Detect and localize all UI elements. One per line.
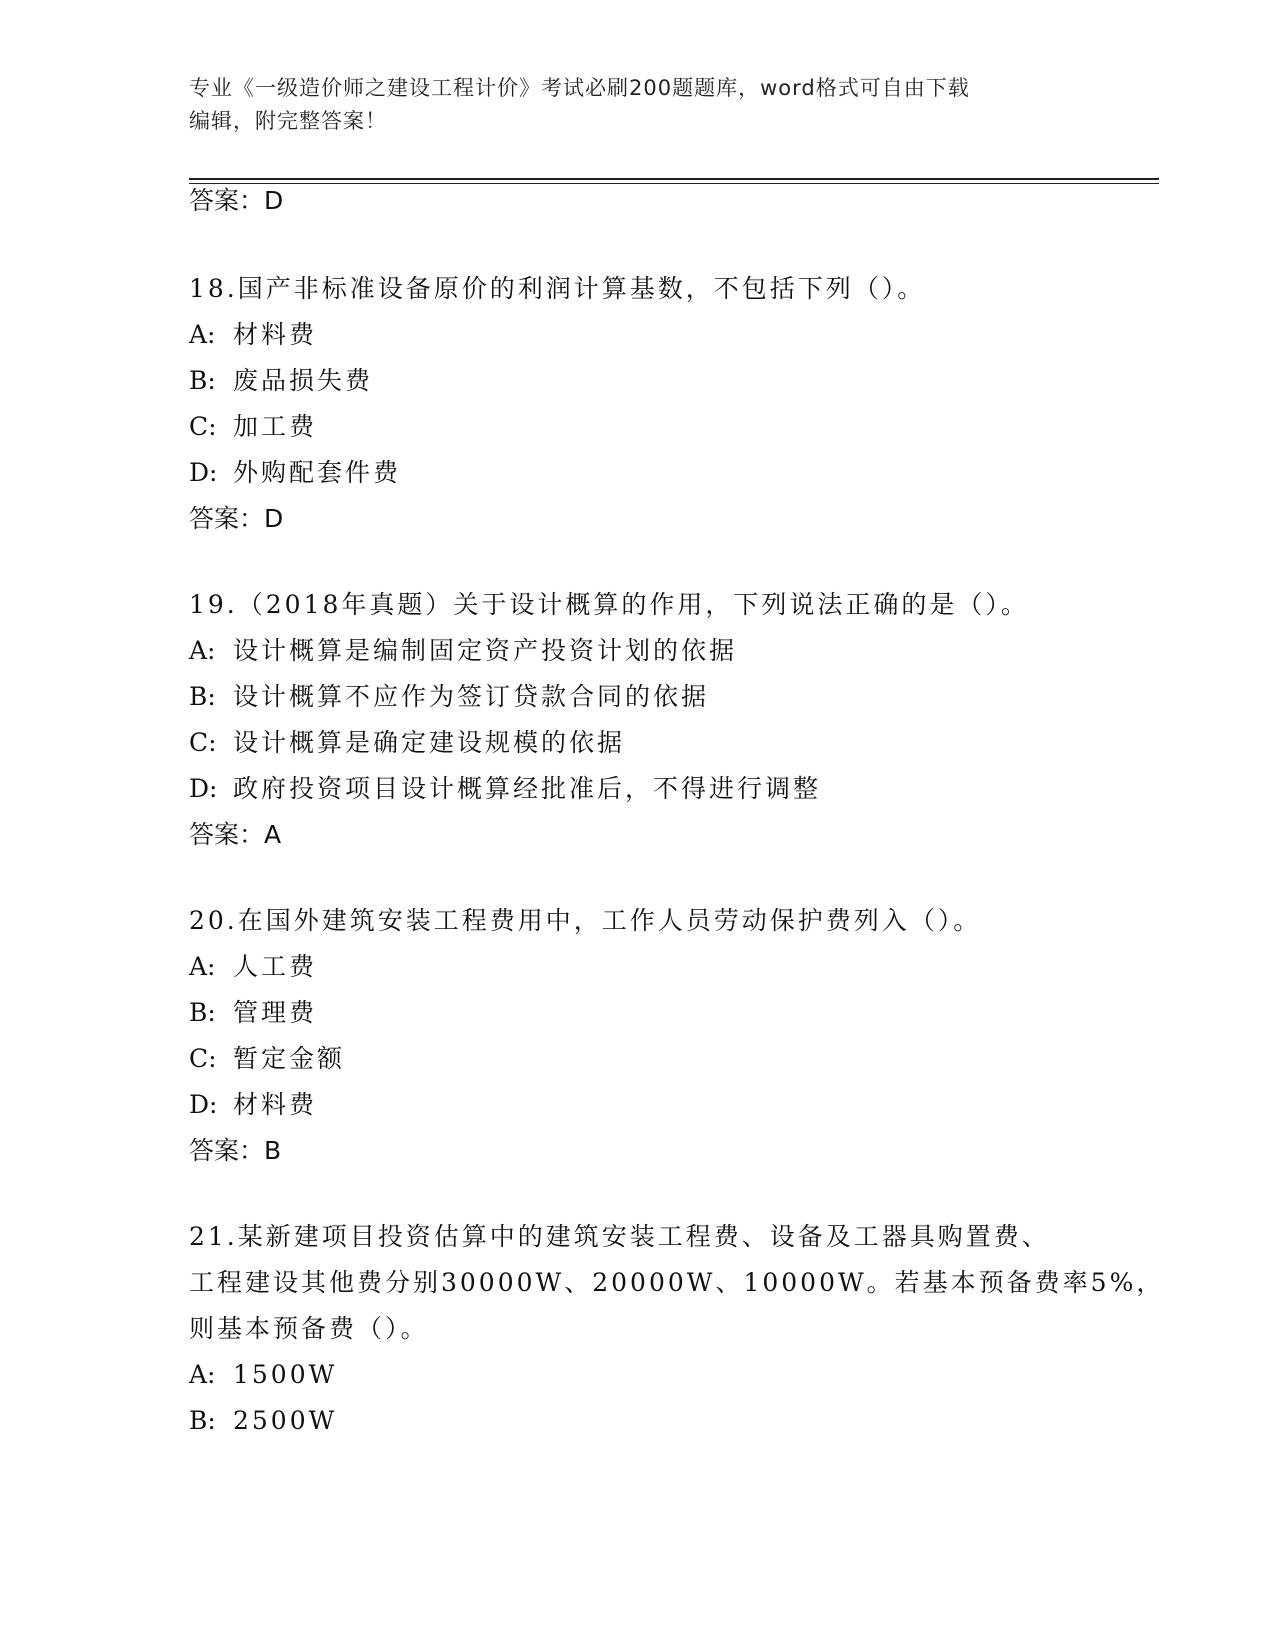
- option-a: [189, 944, 1149, 990]
- option-d: [189, 450, 1149, 496]
- question-stem-line-1: 21.某新建项目投资估算中的建筑安装工程费、设备及工器具购置费、: [189, 1222, 1050, 1251]
- question-18: [189, 266, 1149, 496]
- option-text: 2500W: [233, 1406, 338, 1435]
- option-a: [189, 312, 1149, 358]
- answer-previous: 答案：D: [189, 186, 284, 215]
- question-stem: 18.国产非标准设备原价的利润计算基数，不包括下列（）。: [189, 274, 926, 303]
- option-key: D:: [189, 774, 218, 803]
- question-19: [189, 582, 1149, 812]
- option-text: 政府投资项目设计概算经批准后，不得进行调整: [233, 774, 822, 803]
- option-text: 设计概算是编制固定资产投资计划的依据: [233, 636, 738, 665]
- header-rule-thin: [189, 183, 1159, 184]
- option-d: [189, 766, 1149, 812]
- option-key: A:: [189, 320, 216, 349]
- answer-19: 答案：A: [189, 820, 282, 849]
- option-key: C:: [189, 728, 217, 757]
- header-line-1: 专业《一级造价师之建设工程计价》考试必刷200题题库，word格式可自由下载: [189, 76, 970, 100]
- option-text: 废品损失费: [233, 366, 374, 395]
- option-key: D:: [189, 1090, 218, 1119]
- question-stem: 20.在国外建筑安装工程费用中，工作人员劳动保护费列入（）。: [189, 906, 982, 935]
- question-stem-line-2: 工程建设其他费分别30000W、20000W、10000W。若基本预备费率5%，: [189, 1268, 1165, 1297]
- document-header: [189, 72, 1069, 138]
- option-c: [189, 1036, 1149, 1082]
- option-key: B:: [189, 998, 216, 1027]
- option-text: 加工费: [233, 412, 318, 441]
- option-text: 设计概算不应作为签订贷款合同的依据: [233, 682, 710, 711]
- option-b: [189, 990, 1149, 1036]
- option-b: [189, 358, 1149, 404]
- answer-18: 答案：D: [189, 504, 284, 533]
- option-a: [189, 1352, 1149, 1398]
- option-key: A:: [189, 1360, 216, 1389]
- option-key: B:: [189, 366, 216, 395]
- option-c: [189, 404, 1149, 450]
- option-text: 材料费: [233, 320, 318, 349]
- option-text: 材料费: [233, 1090, 318, 1119]
- option-text: 外购配套件费: [233, 458, 402, 487]
- option-key: D:: [189, 458, 218, 487]
- option-key: A:: [189, 636, 216, 665]
- question-21: [189, 1214, 1165, 1444]
- option-c: [189, 720, 1149, 766]
- question-stem: 19.（2018年真题）关于设计概算的作用，下列说法正确的是（）。: [189, 590, 1029, 619]
- option-a: [189, 628, 1149, 674]
- option-key: B:: [189, 1406, 216, 1435]
- option-key: C:: [189, 412, 217, 441]
- option-key: A:: [189, 952, 216, 981]
- question-stem-line-3: 则基本预备费（）。: [189, 1314, 429, 1343]
- question-20: [189, 898, 1149, 1128]
- option-b: [189, 674, 1149, 720]
- option-key: B:: [189, 682, 216, 711]
- option-text: 1500W: [233, 1360, 338, 1389]
- option-key: C:: [189, 1044, 217, 1073]
- option-text: 暂定金额: [233, 1044, 346, 1073]
- option-d: [189, 1082, 1149, 1128]
- option-b: [189, 1398, 1149, 1444]
- option-text: 人工费: [233, 952, 318, 981]
- header-rule-thick: [189, 178, 1159, 180]
- answer-20: 答案：B: [189, 1136, 282, 1165]
- option-text: 管理费: [233, 998, 318, 1027]
- option-text: 设计概算是确定建设规模的依据: [233, 728, 626, 757]
- header-line-2: 编辑，附完整答案！: [189, 109, 387, 133]
